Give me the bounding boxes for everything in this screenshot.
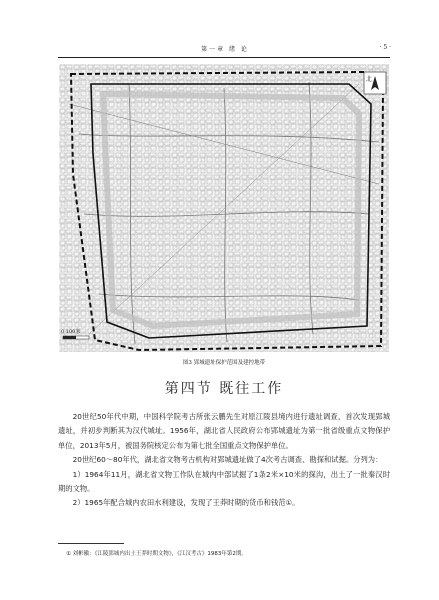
body-text — [58, 410, 390, 511]
paragraph-2: 20世纪60～80年代，湖北省文物考古机构对郢城遗址做了4次考古调查、勘探和试掘。分列为： — [72, 455, 383, 465]
footnote: ① 刘彬徽：《江陵郢城内出土王莽时期文物》，《江汉考古》1983年第2期。 — [66, 551, 247, 557]
north-label: 北 — [366, 76, 373, 83]
paragraph-1: 20世纪50年代中期，中国科学院考古所张云鹏先生对原江陵县境内进行遗址调查，首次发现郢城遗址，并初步判断其为汉代城址。1956年，湖北省人民政府公布郢城遗址为第一批省级重点文物保护单位，2013年5月，被国务院核定公布为第七批全国重点文物保护单位。 — [58, 412, 390, 450]
north-arrow — [364, 72, 386, 94]
paragraph-3: 1）1964年11月，湖北省文物工作队在城内中部试掘了1条2米×10米的探沟，出土了一批秦汉时期的文物。 — [58, 469, 390, 494]
figure-caption: 图3 郢城遗址保护范围及建控地带 — [182, 360, 266, 366]
page-number: · 5 · — [379, 44, 391, 51]
header-rule — [58, 57, 390, 58]
paragraph-4: 2）1965年配合城内农田水利建设，发现了王莽时期的货币和钱范①。 — [72, 498, 300, 508]
footnote-rule — [58, 543, 124, 544]
site-map — [59, 64, 389, 352]
site-map-figure — [59, 64, 389, 352]
scale-label: 0 100米 — [61, 329, 81, 335]
section-title: 第四节 既往工作 — [164, 381, 284, 397]
running-head: 第一章 绪 论 — [201, 46, 249, 53]
